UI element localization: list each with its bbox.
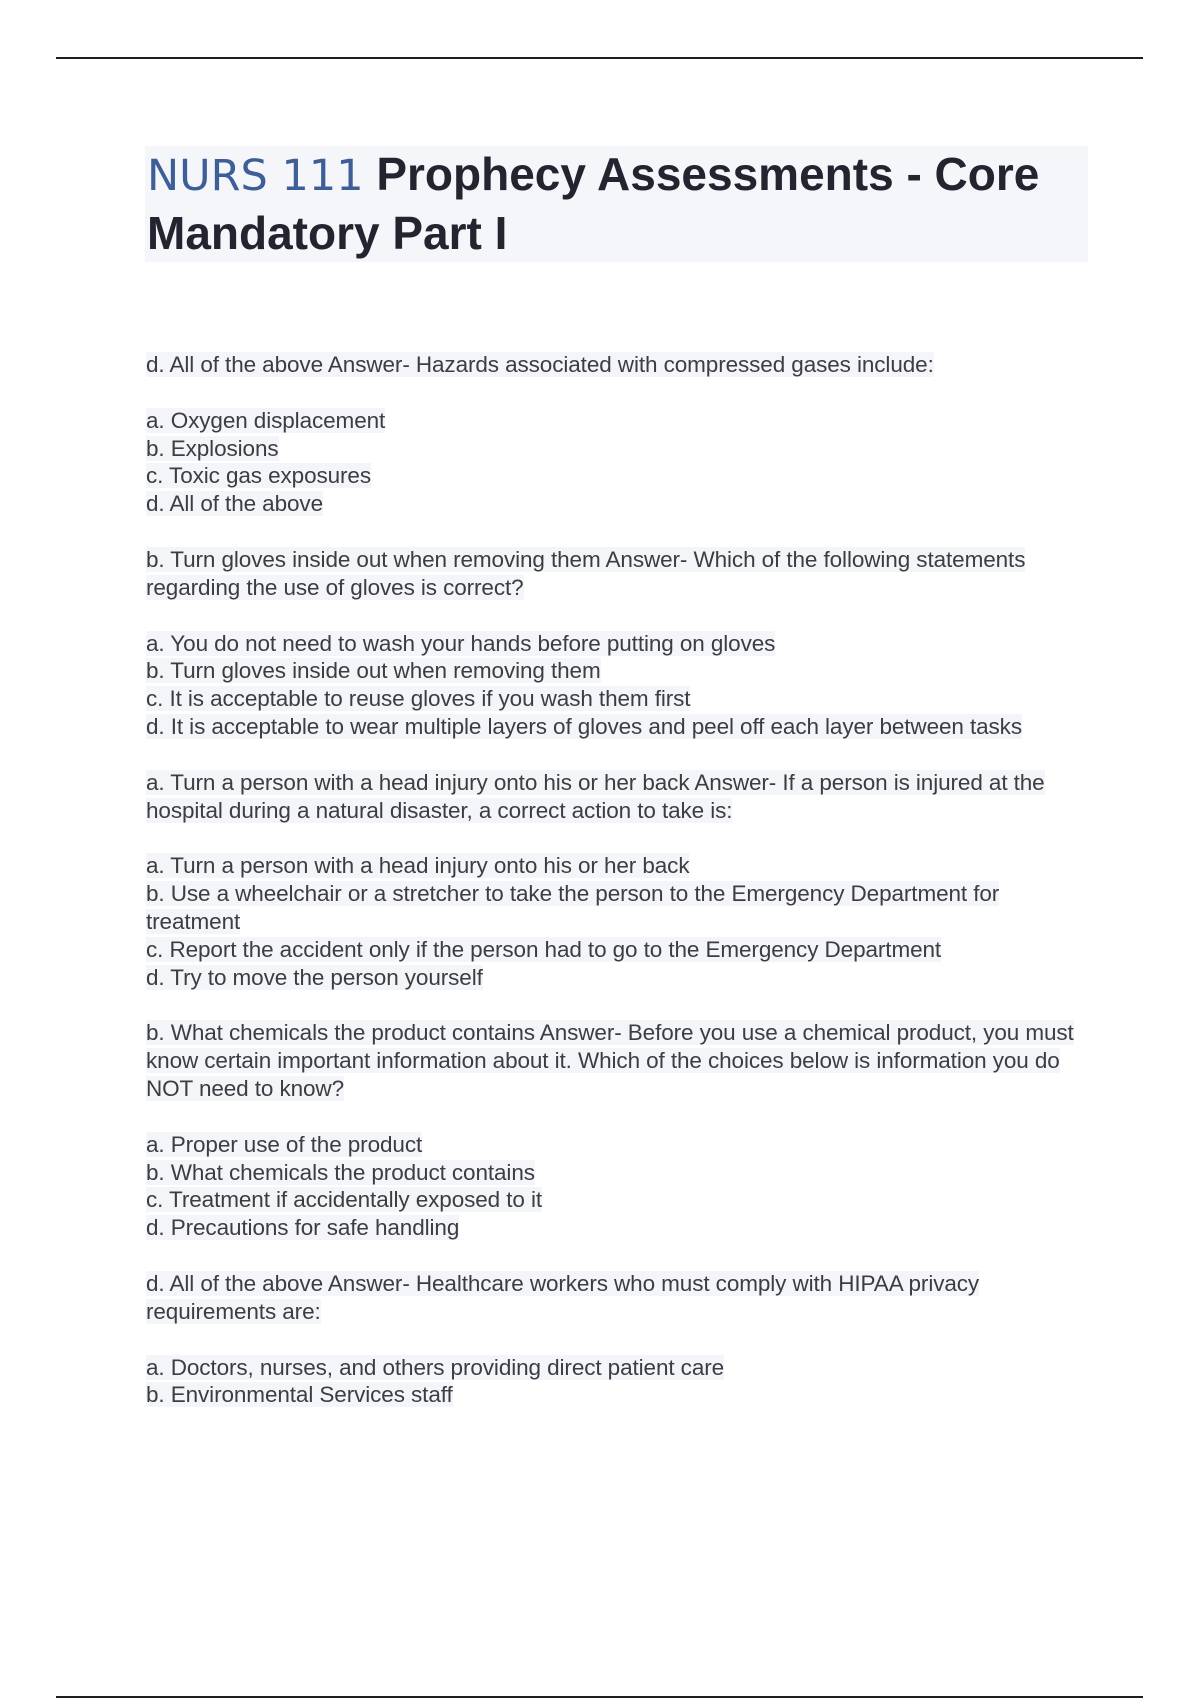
- answer-prompt: [146, 546, 1086, 602]
- option-text: d. Precautions for safe handling: [146, 1215, 460, 1241]
- option-item: [146, 1381, 1086, 1409]
- option-text: a. Turn a person with a head injury onto his or her back: [146, 853, 690, 879]
- bottom-rule: [56, 1696, 1143, 1698]
- top-rule: [56, 57, 1143, 59]
- option-text: c. It is acceptable to reuse gloves if you wash them first: [146, 686, 691, 712]
- answer-prompt-text: b. Turn gloves inside out when removing them Answer- Which of the following statements regarding the use of gloves is correct?: [146, 546, 1026, 600]
- answer-prompt: [146, 351, 1086, 379]
- options-list: [146, 1131, 1086, 1242]
- option-item: [146, 964, 1086, 992]
- option-item: [146, 1131, 1086, 1159]
- option-item: [146, 852, 1086, 880]
- option-text: a. Doctors, nurses, and others providing direct patient care: [146, 1354, 725, 1380]
- option-item: [146, 880, 1086, 936]
- answer-prompt: [146, 1019, 1086, 1102]
- option-text: a. You do not need to wash your hands before putting on gloves: [146, 630, 776, 656]
- document-body: [146, 351, 1086, 1437]
- option-text: b. Explosions: [146, 435, 279, 461]
- option-item: [146, 685, 1086, 713]
- answer-prompt-text: a. Turn a person with a head injury onto his or her back Answer- If a person is injured at the hospital during a natural disaster, a correct action to take is:: [146, 769, 1045, 823]
- option-item: [146, 490, 1086, 518]
- option-text: b. Turn gloves inside out when removing them: [146, 658, 601, 684]
- option-item: [146, 630, 1086, 658]
- option-item: [146, 462, 1086, 490]
- answer-prompt-text: b. What chemicals the product contains Answer- Before you use a chemical product, you must know certain important information about it. Which of the choices below is information you do NOT need to know?: [146, 1020, 1074, 1101]
- option-item: [146, 435, 1086, 463]
- course-code: NURS 111: [147, 151, 364, 201]
- option-text: a. Oxygen displacement: [146, 407, 386, 433]
- option-item: [146, 1159, 1086, 1187]
- title-text: Prophecy Assessments - Core Mandatory Part I: [147, 148, 1040, 259]
- page-title: [147, 146, 1087, 262]
- options-list: [146, 630, 1086, 741]
- option-text: b. What chemicals the product contains: [146, 1159, 535, 1185]
- option-text: d. All of the above: [146, 491, 323, 517]
- option-text: b. Environmental Services staff: [146, 1382, 453, 1408]
- option-item: [146, 713, 1086, 741]
- answer-prompt: [146, 769, 1086, 825]
- option-text: d. It is acceptable to wear multiple layers of gloves and peel off each layer between tasks: [146, 713, 1022, 739]
- option-text: c. Treatment if accidentally exposed to it: [146, 1187, 542, 1213]
- option-text: c. Report the accident only if the person had to go to the Emergency Department: [146, 936, 942, 962]
- options-list: [146, 852, 1086, 991]
- option-item: [146, 1354, 1086, 1382]
- option-text: b. Use a wheelchair or a stretcher to take the person to the Emergency Department for treatment: [146, 881, 1000, 934]
- option-text: c. Toxic gas exposures: [146, 463, 371, 489]
- option-item: [146, 657, 1086, 685]
- option-item: [146, 1214, 1086, 1242]
- option-text: a. Proper use of the product: [146, 1131, 423, 1157]
- answer-prompt-text: d. All of the above Answer- Hazards associated with compressed gases include:: [146, 352, 934, 377]
- options-list: [146, 407, 1086, 518]
- answer-prompt-text: d. All of the above Answer- Healthcare workers who must comply with HIPAA privacy requirements are:: [146, 1270, 980, 1324]
- option-item: [146, 407, 1086, 435]
- option-text: d. Try to move the person yourself: [146, 964, 483, 990]
- option-item: [146, 936, 1086, 964]
- options-list: [146, 1354, 1086, 1410]
- answer-prompt: [146, 1270, 1086, 1326]
- option-item: [146, 1186, 1086, 1214]
